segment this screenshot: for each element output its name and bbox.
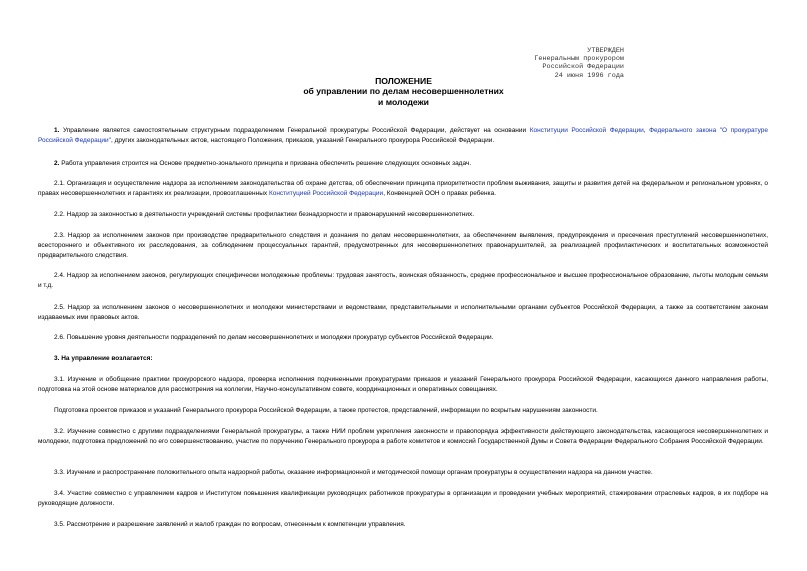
paragraph-2-3: 2.3. Надзор за исполнением законов при производстве предварительного следствия и дознания по делам несовершеннолетних, за обеспечением выявления, предупреждения и пресечения преступлений несовершеннолетних, всестороннего и объективного их расследования, за соблюдением процессуальных гарантий, предусмотренных для несовершеннолетних правонарушителей, за реализацией профилактических и воспитательных возможностей предварительного следствия. bbox=[38, 232, 768, 259]
separator: , bbox=[643, 127, 650, 134]
approval-line: Генеральным прокурором bbox=[534, 55, 624, 64]
paragraph-3-heading: 3. На управление возлагается: bbox=[54, 355, 153, 362]
title-line-1: ПОЛОЖЕНИЕ bbox=[375, 76, 432, 86]
paragraph-3-3: 3.3. Изучение и распространение положительного опыта надзорной работы, оказание информационной и методической помощи органам прокуратуры в осуществлении надзора на данном участке. bbox=[54, 469, 653, 476]
paragraph-3-1-b: Подготовка проектов приказов и указаний Генерального прокурора Российской Федерации, а также протестов, представлений, информации по вскрытым нарушениям законности. bbox=[54, 407, 598, 414]
paragraph-text: 2.1. Организация и осуществление надзора за исполнением законодательства об охране детства, об обеспечении принципа приоритетности проблем выживания, защиты и развития детей на федеральном и региональном уровнях, о правах несовершеннолетних и гарантиях их реализации, провозглашенных bbox=[38, 180, 768, 197]
paragraph-2-4: 2.4. Надзор за исполнением законов, регулирующих специфически молодежные проблемы: трудовая занятость, воинская обязанность, среднее профессиональное и высшее профессиональное образование, льготы молодым семьям и т.д. bbox=[38, 272, 768, 289]
paragraph-text: , Конвенцией ООН о правах ребенка. bbox=[383, 189, 497, 197]
paragraph-3-4: 3.4. Участие совместно с управлением кадров и Институтом повышения квалификации руководящих работников прокуратуры в организации и проведении учебных мероприятий, стажировании отраслевых кадров, в их подборе на руководящие должности. bbox=[38, 490, 768, 507]
paragraph-text: , других законодательных актов, настоящего Положения, приказов, указаний Генерального прокурора Российской Федерации. bbox=[111, 136, 495, 144]
constitution-link[interactable]: Конституции Российской Федерации bbox=[529, 127, 644, 134]
paragraph-number: 1. bbox=[54, 127, 60, 134]
title-line-3: и молодежи bbox=[378, 96, 429, 107]
paragraph-2-1 bbox=[38, 179, 768, 199]
paragraph-text: Управление является самостоятельным структурным подразделением Генеральной прокуратуры Российской Федерации, действует на основании bbox=[59, 127, 530, 134]
paragraph-2-6: 2.6. Повышение уровня деятельности подразделений по делам несовершеннолетних и молодежи прокуратур субъектов Российской Федерации. bbox=[54, 334, 494, 341]
prosecution-law-link[interactable]: Федерального закона "О прокуратуре Российской Федерации" bbox=[38, 127, 768, 144]
paragraph-3-5: 3.5. Рассмотрение и разрешение заявлений и жалоб граждан по вопросам, отнесенным к компетенции управления. bbox=[54, 521, 406, 528]
approval-line: 24 июня 1996 года bbox=[554, 71, 624, 80]
document-title bbox=[0, 76, 807, 107]
paragraph-2-5: 2.5. Надзор за исполнением законов о несовершеннолетних и молодежи министерствами и ведомствами, представительными и исполнительными органами субъектов Российской Федерации, а также за соответствием законам издаваемых ими правовых актов. bbox=[38, 304, 768, 321]
paragraph-number: 2. bbox=[54, 160, 60, 167]
title-line-2: об управлении по делам несовершеннолетних bbox=[303, 86, 504, 97]
paragraph-2-2: 2.2. Надзор за законностью в деятельности учреждений системы профилактики безнадзорности и правонарушений несовершеннолетних. bbox=[54, 211, 475, 218]
paragraph-3-1: 3.1. Изучение и обобщение практики прокурорского надзора, проверка исполнения подчиненными прокуратурами приказов и указаний Генерального прокурора Российской Федерации, касающихся данного направления работы, подготовка на этой основе материалов для рассмотрения на коллегии, Научно-консультативном совете, координационных и оперативных совещаниях. bbox=[38, 376, 768, 393]
approval-line: Российской Федерации bbox=[542, 63, 624, 72]
approval-stamp bbox=[534, 47, 624, 80]
paragraph-text: Работа управления строится на Основе предметно-зонального принципа и призвана обеспечить решение следующих основных задач. bbox=[59, 160, 472, 167]
paragraph-2 bbox=[38, 159, 768, 169]
paragraph-1 bbox=[38, 126, 768, 146]
approval-line: УТВЕРЖДЕН bbox=[587, 47, 624, 55]
constitution-link[interactable]: Конституцией Российской Федерации bbox=[268, 189, 384, 197]
paragraph-3-2: 3.2. Изучение совместно с другими подразделениями Генеральной прокуратуры, а также НИИ проблем укрепления законности и правопорядка эффективности действующего законодательства, касающегося несовершеннолетних и молодежи, подготовка предложений по его совершенствованию, участие по поручению Генерального прокурора в работе комитетов и комиссий Государственной Думы и Совета Федерации Федерального Собрания Российской Федерации. bbox=[38, 428, 768, 445]
